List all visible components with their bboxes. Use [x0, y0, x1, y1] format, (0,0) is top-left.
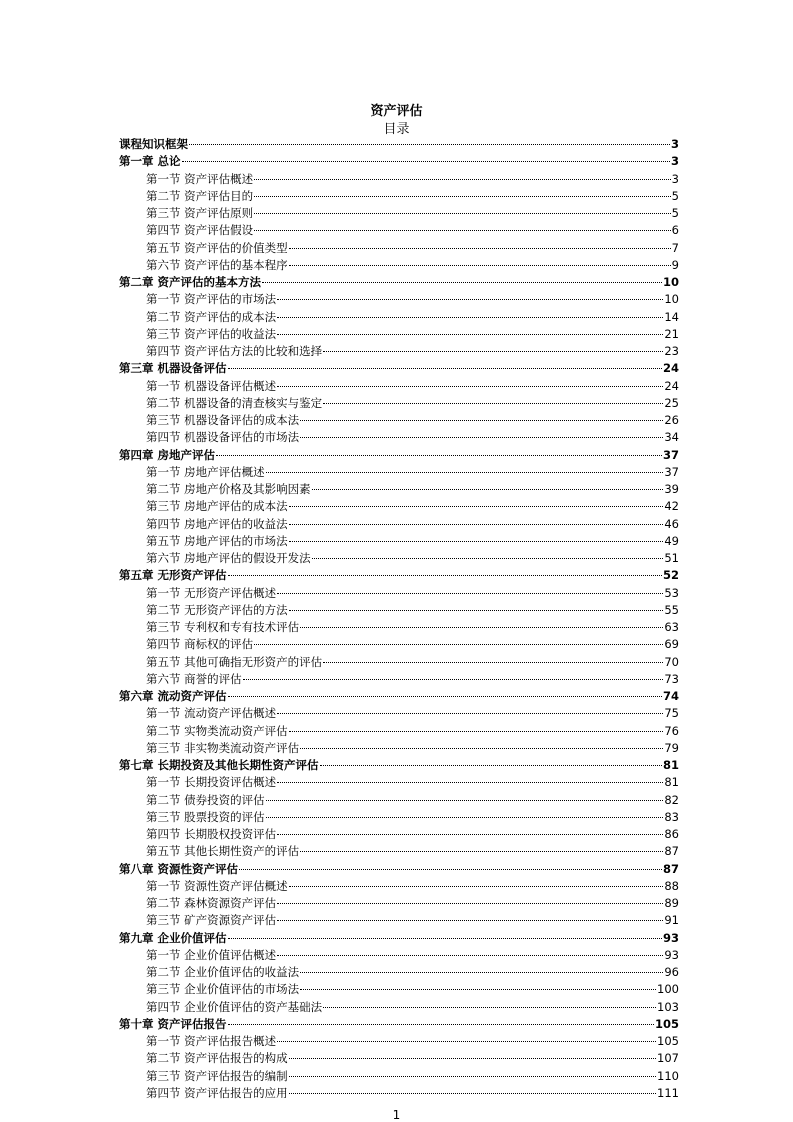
toc-entry-label: 第六节 房地产评估的假设开发法 [146, 551, 311, 565]
toc-entry-page: 93 [662, 930, 679, 945]
page-number: 1 [392, 1108, 401, 1122]
toc-section-entry[interactable] [119, 222, 679, 239]
toc-section-entry[interactable] [119, 895, 679, 912]
toc-chapter-entry[interactable] [119, 360, 679, 377]
dot-leader [289, 1076, 656, 1077]
toc-section-entry[interactable] [119, 240, 679, 257]
toc-entry-page: 24 [664, 378, 679, 393]
dot-leader [189, 144, 670, 145]
toc-entry-page: 69 [664, 637, 679, 652]
toc-entry-label: 第五节 房地产评估的市场法 [146, 533, 288, 548]
toc-entry-label: 第三节 机器设备评估的成本法 [146, 413, 300, 427]
toc-section-entry[interactable] [119, 947, 679, 964]
dot-leader [289, 610, 664, 611]
toc-entry-label: 第三节 资产评估的收益法 [146, 326, 277, 341]
toc-entry-page: 73 [664, 671, 679, 686]
dot-leader [182, 161, 670, 162]
toc-section-entry[interactable] [119, 1085, 679, 1102]
toc-entry-page: 75 [664, 706, 679, 721]
dot-leader [289, 731, 664, 732]
dot-leader [228, 575, 662, 576]
dot-leader [300, 437, 663, 438]
toc-entry-page: 3 [670, 154, 679, 169]
toc-entry-page: 3 [670, 137, 679, 151]
toc-entry-page: 37 [664, 464, 679, 479]
dot-leader [289, 524, 664, 525]
toc-entry-page: 87 [664, 844, 679, 859]
toc-entry-label: 第二节 资产评估的成本法 [146, 309, 277, 324]
dot-leader [289, 1093, 656, 1094]
toc-entry-page: 49 [664, 533, 679, 548]
toc-entry-label: 第四节 资产评估方法的比较和选择 [146, 344, 323, 358]
dot-leader [254, 644, 663, 645]
toc-section-entry[interactable] [119, 774, 679, 791]
toc-section-entry[interactable] [119, 516, 679, 533]
toc-entry-page: 39 [664, 482, 679, 496]
toc-entry-label: 课程知识框架 [119, 137, 188, 151]
dot-leader [300, 851, 663, 852]
toc-entry-page: 26 [664, 413, 679, 427]
dot-leader [300, 989, 656, 990]
dot-leader [323, 351, 663, 352]
toc-entry-label: 第二节 机器设备的清查核实与鉴定 [146, 395, 323, 410]
toc-entry-label: 第一节 长期投资评估概述 [146, 775, 277, 790]
toc-section-entry[interactable] [119, 257, 679, 274]
dot-leader [254, 196, 671, 197]
toc-entry-label: 第一节 企业价值评估概述 [146, 947, 277, 962]
toc-entry-page: 24 [662, 361, 679, 376]
toc-entry-page: 70 [664, 654, 679, 669]
toc-entry-page: 74 [662, 689, 679, 703]
toc-section-entry[interactable] [119, 740, 679, 757]
toc-entry-label: 第三节 股票投资的评估 [146, 809, 265, 824]
toc-entry-page: 89 [664, 896, 679, 910]
toc-chapter-entry[interactable] [119, 153, 679, 170]
dot-leader [266, 800, 664, 801]
toc-entry-label: 第五章 无形资产评估 [119, 568, 227, 583]
toc-section-entry[interactable] [119, 550, 679, 567]
toc-section-entry[interactable] [119, 412, 679, 429]
toc-section-entry[interactable] [119, 878, 679, 895]
dot-leader [277, 317, 663, 318]
toc-section-entry[interactable] [119, 602, 679, 619]
toc-section-entry[interactable] [119, 585, 679, 602]
toc-entry-label: 第二节 资产评估目的 [146, 188, 254, 203]
toc-entry-label: 第一节 资产评估的市场法 [146, 292, 277, 307]
toc-entry-page: 55 [664, 602, 679, 617]
toc-entry-label: 第四节 企业价值评估的资产基础法 [146, 999, 323, 1014]
toc-entry-label: 第二节 企业价值评估的收益法 [146, 965, 300, 979]
toc-entry-page: 87 [662, 861, 679, 876]
toc-entry-label: 第三节 资产评估报告的编制 [146, 1068, 288, 1083]
toc-entry-label: 第四节 机器设备评估的市场法 [146, 430, 300, 445]
toc-entry-page: 83 [664, 809, 679, 824]
toc-entry-label: 第一节 房地产评估概述 [146, 464, 265, 479]
toc-entry-label: 第二节 森林资源资产评估 [146, 896, 277, 910]
toc-section-entry[interactable] [119, 981, 679, 998]
toc-entry-label: 第四节 房地产评估的收益法 [146, 516, 288, 531]
dot-leader [277, 834, 663, 835]
dot-leader [243, 679, 664, 680]
toc-section-entry[interactable] [119, 723, 679, 740]
dot-leader [254, 179, 671, 180]
document-title: 资产评估 [370, 104, 423, 119]
toc-entry-page: 111 [657, 1085, 679, 1100]
toc-entry-label: 第三节 资产评估原则 [146, 206, 254, 220]
toc-entry-label: 第八章 资源性资产评估 [119, 861, 239, 876]
dot-leader [323, 403, 663, 404]
dot-leader [277, 593, 663, 594]
toc-section-entry[interactable] [119, 671, 679, 688]
toc-entry-label: 第二章 资产评估的基本方法 [119, 275, 262, 289]
toc-entry-label: 第四节 资产评估报告的应用 [146, 1085, 288, 1100]
toc-entry-page: 79 [664, 740, 679, 755]
toc-section-entry[interactable] [119, 429, 679, 446]
toc-section-entry[interactable] [119, 533, 679, 550]
toc-entry-label: 第五节 资产评估的价值类型 [146, 240, 288, 255]
toc-entry-label: 第五节 其他长期性资产的评估 [146, 844, 300, 859]
toc-section-entry[interactable] [119, 498, 679, 515]
toc-entry-page: 105 [657, 1034, 679, 1048]
dot-leader [266, 817, 664, 818]
toc-entry-page: 34 [664, 430, 679, 445]
toc-section-entry[interactable] [119, 326, 679, 343]
toc-chapter-entry[interactable] [119, 567, 679, 584]
toc-entry-page: 25 [664, 395, 679, 410]
dot-leader [312, 489, 664, 490]
dot-leader [228, 696, 662, 697]
dot-leader [300, 627, 663, 628]
toc-entry-page: 105 [654, 1016, 679, 1031]
toc-entry-page: 5 [671, 188, 679, 203]
toc-entry-page: 14 [664, 309, 679, 324]
dot-leader [289, 541, 664, 542]
dot-leader [289, 886, 664, 887]
toc-section-entry[interactable] [119, 964, 679, 981]
toc-entry-page: 100 [657, 982, 679, 997]
toc-entry-label: 第四章 房地产评估 [119, 447, 216, 462]
toc-entry-label: 第一节 资源性资产评估概述 [146, 878, 288, 893]
toc-entry-label: 第一节 无形资产评估概述 [146, 585, 277, 600]
dot-leader [323, 1007, 656, 1008]
dot-leader [300, 748, 663, 749]
toc-entry-label: 第十章 资产评估报告 [119, 1016, 227, 1031]
toc-entry-label: 第一节 机器设备评估概述 [146, 378, 277, 393]
dot-leader [262, 282, 662, 283]
toc-entry-label: 第二节 房地产价格及其影响因素 [146, 482, 311, 496]
toc-entry-page: 88 [664, 878, 679, 893]
dot-leader [254, 230, 671, 231]
toc-section-entry[interactable] [119, 912, 679, 929]
dot-leader [289, 506, 664, 507]
toc-chapter-entry[interactable] [119, 861, 679, 878]
toc-entry-label: 第四节 长期股权投资评估 [146, 827, 277, 841]
toc-entry-page: 96 [664, 965, 679, 979]
toc-entry-page: 7 [671, 240, 679, 255]
toc-entry-page: 46 [664, 516, 679, 531]
dot-leader [320, 765, 662, 766]
toc-entry-page: 110 [657, 1068, 679, 1083]
toc-entry-label: 第二节 无形资产评估的方法 [146, 602, 288, 617]
toc-chapter-entry[interactable] [119, 1016, 679, 1033]
toc-entry-page: 91 [664, 913, 679, 928]
toc-entry-label: 第一章 总论 [119, 154, 181, 169]
dot-leader [277, 334, 663, 335]
table-of-contents [119, 136, 679, 1102]
toc-entry-label: 第三节 企业价值评估的市场法 [146, 982, 300, 997]
toc-chapter-entry[interactable] [119, 274, 679, 291]
toc-top-entry[interactable] [119, 136, 679, 153]
toc-entry-page: 52 [662, 568, 679, 583]
dot-leader [277, 386, 663, 387]
toc-entry-page: 81 [662, 758, 679, 772]
toc-section-entry[interactable] [119, 809, 679, 826]
toc-section-entry[interactable] [119, 792, 679, 809]
toc-entry-label: 第五节 其他可确指无形资产的评估 [146, 654, 323, 669]
dot-leader [277, 903, 663, 904]
dot-leader [300, 972, 663, 973]
toc-section-entry[interactable] [119, 636, 679, 653]
toc-entry-label: 第一节 资产评估概述 [146, 171, 254, 186]
dot-leader [216, 455, 662, 456]
toc-entry-page: 82 [664, 792, 679, 807]
toc-entry-page: 23 [664, 344, 679, 358]
toc-entry-label: 第九章 企业价值评估 [119, 930, 227, 945]
toc-entry-label: 第七章 长期投资及其他长期性资产评估 [119, 758, 319, 772]
toc-section-entry[interactable] [119, 1068, 679, 1085]
dot-leader [289, 248, 671, 249]
toc-entry-label: 第三节 房地产评估的成本法 [146, 499, 288, 514]
dot-leader [277, 955, 663, 956]
toc-entry-label: 第一节 资产评估报告概述 [146, 1034, 277, 1048]
dot-leader [300, 420, 663, 421]
toc-entry-label: 第一节 流动资产评估概述 [146, 706, 277, 721]
toc-section-entry[interactable] [119, 619, 679, 636]
toc-section-entry[interactable] [119, 705, 679, 722]
toc-entry-label: 第三节 矿产资源资产评估 [146, 913, 277, 928]
toc-entry-page: 21 [664, 326, 679, 341]
toc-entry-page: 53 [664, 585, 679, 600]
dot-leader [277, 299, 663, 300]
toc-section-entry[interactable] [119, 395, 679, 412]
toc-section-entry[interactable] [119, 378, 679, 395]
toc-entry-label: 第六节 商誉的评估 [146, 671, 242, 686]
toc-entry-label: 第六节 资产评估的基本程序 [146, 257, 288, 272]
toc-entry-page: 76 [664, 723, 679, 738]
toc-section-entry[interactable] [119, 843, 679, 860]
dot-leader [312, 558, 664, 559]
dot-leader [289, 265, 671, 266]
toc-chapter-entry[interactable] [119, 688, 679, 705]
toc-section-entry[interactable] [119, 464, 679, 481]
toc-entry-page: 107 [657, 1051, 679, 1066]
dot-leader [277, 782, 663, 783]
dot-leader [228, 368, 662, 369]
toc-chapter-entry[interactable] [119, 757, 679, 774]
toc-section-entry[interactable] [119, 309, 679, 326]
toc-chapter-entry[interactable] [119, 930, 679, 947]
toc-entry-page: 81 [664, 775, 679, 790]
dot-leader [254, 213, 671, 214]
toc-entry-label: 第四节 商标权的评估 [146, 637, 254, 652]
dot-leader [277, 920, 663, 921]
dot-leader [323, 662, 663, 663]
dot-leader [239, 869, 662, 870]
toc-section-entry[interactable] [119, 171, 679, 188]
toc-section-entry[interactable] [119, 205, 679, 222]
toc-entry-page: 63 [664, 620, 679, 634]
toc-section-entry[interactable] [119, 1033, 679, 1050]
toc-section-entry[interactable] [119, 343, 679, 360]
toc-entry-page: 6 [671, 223, 679, 238]
toc-section-entry[interactable] [119, 481, 679, 498]
toc-entry-page: 86 [664, 827, 679, 841]
toc-entry-label: 第三章 机器设备评估 [119, 361, 227, 376]
dot-leader [289, 1058, 656, 1059]
toc-entry-page: 42 [664, 499, 679, 514]
toc-section-entry[interactable] [119, 291, 679, 308]
dot-leader [228, 938, 662, 939]
toc-entry-label: 第二节 债券投资的评估 [146, 792, 265, 807]
toc-section-entry[interactable] [119, 1050, 679, 1067]
toc-chapter-entry[interactable] [119, 447, 679, 464]
dot-leader [266, 472, 664, 473]
toc-entry-page: 10 [662, 275, 679, 289]
toc-section-entry[interactable] [119, 188, 679, 205]
toc-entry-label: 第二节 资产评估报告的构成 [146, 1051, 288, 1066]
toc-entry-label: 第四节 资产评估假设 [146, 223, 254, 238]
toc-entry-page: 9 [671, 257, 679, 272]
toc-entry-page: 51 [664, 551, 679, 565]
dot-leader [277, 713, 663, 714]
toc-entry-page: 5 [671, 206, 679, 220]
toc-entry-page: 93 [664, 947, 679, 962]
toc-section-entry[interactable] [119, 999, 679, 1016]
toc-entry-page: 10 [664, 292, 679, 307]
toc-section-entry[interactable] [119, 654, 679, 671]
toc-entry-page: 37 [662, 447, 679, 462]
toc-entry-label: 第三节 专利权和专有技术评估 [146, 620, 300, 634]
toc-entry-label: 第三节 非实物类流动资产评估 [146, 740, 300, 755]
toc-entry-page: 103 [657, 999, 679, 1014]
toc-entry-label: 第六章 流动资产评估 [119, 689, 227, 703]
dot-leader [277, 1041, 656, 1042]
dot-leader [228, 1024, 654, 1025]
toc-section-entry[interactable] [119, 826, 679, 843]
toc-heading: 目录 [383, 122, 410, 137]
toc-entry-page: 3 [671, 171, 679, 186]
toc-entry-label: 第二节 实物类流动资产评估 [146, 723, 288, 738]
